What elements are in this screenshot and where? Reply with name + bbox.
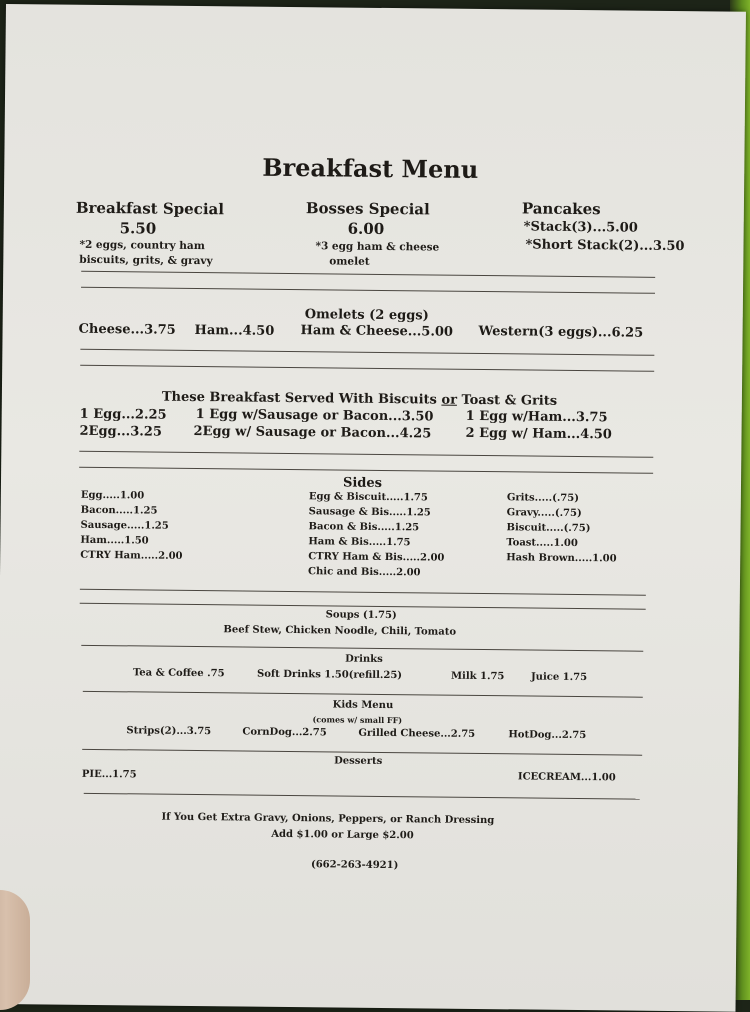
page-title: Breakfast Menu xyxy=(262,152,479,184)
menu-item: Gravy.....(.75) xyxy=(506,507,582,520)
menu-item: Cheese...3.75 xyxy=(78,321,176,338)
divider xyxy=(81,271,655,278)
divider xyxy=(81,287,655,294)
menu-item: CornDog...2.75 xyxy=(242,726,327,739)
menu-item: Chic and Bis.....2.00 xyxy=(308,566,421,579)
section-heading: Desserts xyxy=(334,755,383,767)
divider xyxy=(83,691,643,698)
special-desc: *3 egg ham & cheese xyxy=(315,240,440,254)
menu-item: Juice 1.75 xyxy=(530,671,588,684)
menu-item: *Stack(3)...5.00 xyxy=(523,219,638,236)
menu-item: 2Egg w/ Sausage or Bacon...4.25 xyxy=(193,423,432,442)
menu-item: 2 Egg w/ Ham...4.50 xyxy=(465,425,612,443)
divider xyxy=(80,589,646,596)
footer-note: If You Get Extra Gravy, Onions, Peppers, or Ranch Dressing xyxy=(161,811,495,827)
menu-item: PIE...1.75 xyxy=(81,768,137,781)
section-heading: Drinks xyxy=(345,653,383,665)
menu-item: Sausage & Bis.....1.25 xyxy=(308,506,431,519)
section-heading: Omelets (2 eggs) xyxy=(304,307,429,324)
menu-item: 2Egg...3.25 xyxy=(79,423,162,440)
menu-item: Ham.....1.50 xyxy=(80,534,149,547)
divider xyxy=(79,467,653,474)
menu-item: Soft Drinks 1.50(refill.25) xyxy=(256,668,403,682)
menu-item: Tea & Coffee .75 xyxy=(132,667,225,680)
menu-item: Milk 1.75 xyxy=(450,670,505,683)
section-heading: Kids Menu xyxy=(332,699,394,712)
menu-item: CTRY Ham & Bis.....2.00 xyxy=(308,551,445,564)
thumb xyxy=(0,890,30,1010)
menu-item: Hash Brown.....1.00 xyxy=(506,552,617,565)
phone-number: (662-263-4921) xyxy=(310,859,399,872)
menu-item: ICECREAM...1.00 xyxy=(517,771,616,784)
divider xyxy=(80,365,654,372)
divider xyxy=(79,451,653,458)
menu-item: Toast.....1.00 xyxy=(506,537,578,550)
footer-note: Add $1.00 or Large $2.00 xyxy=(271,828,414,842)
menu-item: Ham & Cheese...5.00 xyxy=(300,323,454,340)
special-desc: biscuits, grits, & gravy xyxy=(79,253,213,268)
menu-item: HotDog...2.75 xyxy=(508,729,587,742)
menu-item: Ham & Bis.....1.75 xyxy=(308,536,411,549)
menu-item: Western(3 eggs)...6.25 xyxy=(478,323,644,341)
section-heading: These Breakfast Served With Biscuits or Toast & Grits xyxy=(161,389,558,409)
menu-item: Bacon & Bis.....1.25 xyxy=(308,521,420,534)
menu-item: Beef Stew, Chicken Noodle, Chili, Tomato xyxy=(223,624,457,638)
special-desc: *2 eggs, country ham xyxy=(79,238,205,253)
special-desc: omelet xyxy=(329,255,370,268)
divider xyxy=(81,645,643,652)
menu-sheet xyxy=(0,4,746,1012)
special-name: Bosses Special xyxy=(305,199,430,219)
menu-item: 1 Egg...2.25 xyxy=(79,406,167,423)
special-price: 6.00 xyxy=(347,219,385,238)
menu-item: Bacon.....1.25 xyxy=(80,504,158,517)
menu-item: 1 Egg w/Ham...3.75 xyxy=(465,408,608,426)
menu-item: Egg & Biscuit.....1.75 xyxy=(308,491,428,504)
menu-item: Biscuit.....(.75) xyxy=(506,522,591,535)
special-price: 5.50 xyxy=(119,219,157,238)
divider xyxy=(80,349,654,356)
pancakes-heading: Pancakes xyxy=(521,199,601,219)
menu-item: Ham...4.50 xyxy=(194,322,275,339)
divider xyxy=(82,749,642,756)
menu-item: *Short Stack(2)...3.50 xyxy=(525,237,685,255)
menu-item: Sausage.....1.25 xyxy=(80,519,169,532)
special-name: Breakfast Special xyxy=(75,198,225,219)
menu-item: 1 Egg w/Sausage or Bacon...3.50 xyxy=(195,407,434,425)
menu-item: CTRY Ham.....2.00 xyxy=(80,549,183,562)
menu-item: Egg.....1.00 xyxy=(80,489,145,502)
menu-item: Grilled Cheese...2.75 xyxy=(358,727,476,740)
section-heading: Sides xyxy=(342,475,383,491)
divider xyxy=(80,603,646,610)
divider xyxy=(84,793,640,800)
menu-item: Strips(2)...3.75 xyxy=(126,725,212,738)
menu-item: Grits.....(.75) xyxy=(506,492,580,505)
section-heading: Soups (1.75) xyxy=(325,609,397,622)
kids-note: (comes w/ small FF) xyxy=(312,714,403,726)
